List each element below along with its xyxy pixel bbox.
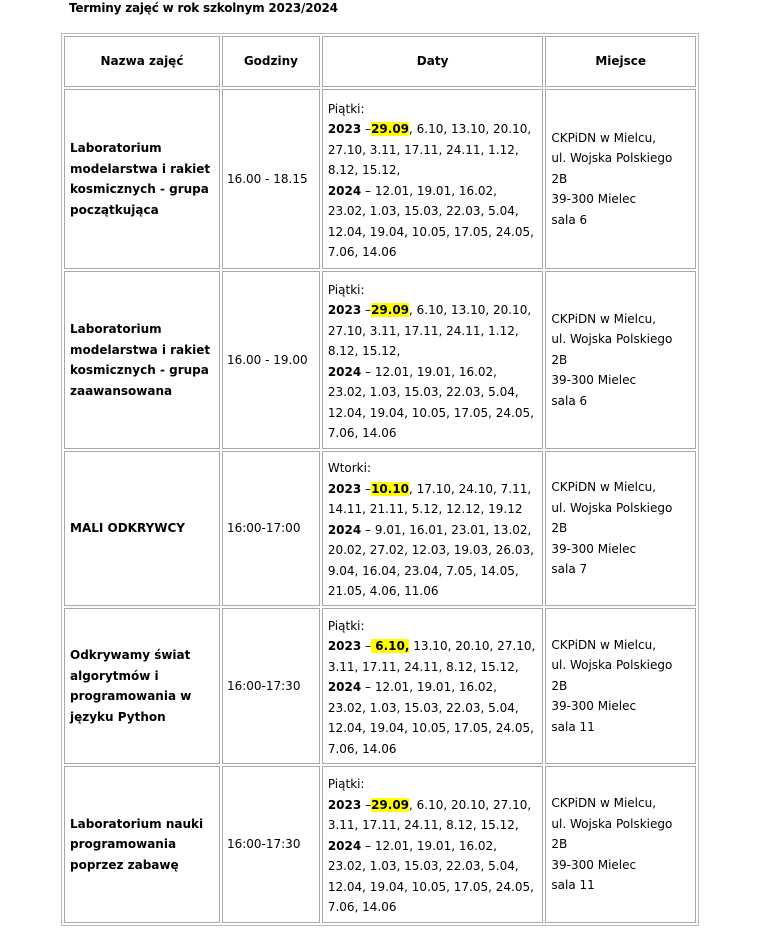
page-title: Terminy zajęć w rok szkolnym 2023/2024 (69, 1, 338, 15)
dates-2024-list: – 12.01, 19.01, 16.02, 23.02, 1.03, 15.03, 22.03, 5.04, 12.04, 19.04, 10.05, 17.05, 24.05, 7.06, 14.06 (327, 183, 534, 259)
dates-dash: – (361, 481, 372, 496)
dates-year-2024: 2024 (327, 680, 362, 695)
place-line: ul. Wojska Polskiego 2B (551, 332, 673, 367)
dates-year-2024: 2024 (327, 364, 362, 379)
place-line: sala 11 (551, 719, 595, 734)
header-dates: Daty (322, 36, 544, 87)
table-row (64, 451, 696, 606)
dates-dash: – (361, 797, 372, 812)
table-row (64, 89, 696, 269)
dates-2023-list: 13.10, 20.10, 27.10, 3.11, 17.11, 24.11, 8.12, 15.12, (327, 639, 536, 674)
header-hours: Godziny (222, 36, 320, 87)
dates-day-label: Piątki: (327, 101, 365, 116)
table-row (64, 608, 696, 764)
course-place (545, 766, 696, 923)
course-name: Laboratorium modelarstwa i rakiet kosmicznych - grupa zaawansowana (64, 271, 220, 449)
place-line: sala 11 (551, 878, 595, 893)
first-date-highlight: 29.09 (371, 797, 410, 812)
place-line: CKPiDN w Mielcu, (551, 311, 657, 326)
header-name: Nazwa zajęć (64, 36, 220, 87)
place-line: CKPiDN w Mielcu, (551, 796, 657, 811)
dates-day-label: Piątki: (327, 777, 365, 792)
dates-year-2023: 2023 (327, 122, 362, 136)
dates-dash: – (361, 303, 372, 317)
place-line: ul. Wojska Polskiego 2B (551, 151, 673, 186)
place-line: 39-300 Mielec (551, 192, 637, 207)
dates-2024-list: – 12.01, 19.01, 16.02, 23.02, 1.03, 15.03, 22.03, 5.04, 12.04, 19.04, 10.05, 17.05, 24.05, 7.06, 14.06 (327, 680, 534, 756)
place-line: 39-300 Mielec (551, 699, 637, 714)
course-hours: 16.00 - 19.00 (222, 271, 320, 449)
place-line: ul. Wojska Polskiego 2B (551, 658, 673, 693)
course-name: MALI ODKRYWCY (64, 451, 220, 606)
place-line: sala 7 (551, 562, 588, 577)
header-place: Miejsce (545, 36, 696, 87)
place-line: sala 6 (551, 212, 588, 227)
place-line: CKPiDN w Mielcu, (551, 480, 657, 495)
course-name: Laboratorium nauki programowania poprzez zabawę (64, 766, 220, 923)
first-date-highlight: 29.09 (371, 303, 410, 317)
course-place (545, 89, 696, 269)
dates-year-2023: 2023 (327, 797, 362, 812)
dates-year-2023: 2023 (327, 639, 362, 654)
dates-2023-list: , 6.10, 20.10, 27.10, 3.11, 17.11, 24.11, 8.12, 15.12, (327, 797, 532, 833)
place-line: 39-300 Mielec (551, 373, 637, 388)
place-line: CKPiDN w Mielcu, (551, 637, 657, 652)
course-hours: 16:00-17:30 (222, 766, 320, 923)
schedule-table (61, 33, 699, 926)
course-place (545, 608, 696, 764)
dates-2023-list: , 6.10, 13.10, 20.10, 27.10, 3.11, 17.11, 24.11, 1.12, 8.12, 15.12, (327, 122, 532, 177)
first-date-highlight: 10.10 (371, 481, 410, 496)
dates-year-2024: 2024 (327, 183, 362, 198)
dates-year-2023: 2023 (327, 303, 362, 317)
table-header-row (64, 36, 696, 87)
table-row (64, 271, 696, 449)
dates-day-label: Piątki: (327, 618, 365, 633)
dates-2024-list: – 9.01, 16.01, 23.01, 13.02, 20.02, 27.02, 12.03, 19.03, 26.03, 9.04, 16.04, 23.04, 7.05, 14.05, 21.05, 4.06, 11.06 (327, 522, 534, 599)
dates-year-2024: 2024 (327, 838, 362, 853)
dates-dash: – (361, 639, 372, 654)
course-name: Odkrywamy świat algorytmów i programowania w języku Python (64, 608, 220, 764)
dates-2024-list: – 12.01, 19.01, 16.02, 23.02, 1.03, 15.03, 22.03, 5.04, 12.04, 19.04, 10.05, 17.05, 24.05, 7.06, 14.06 (327, 364, 534, 440)
first-date-highlight: 29.09 (371, 122, 410, 136)
dates-2023-list: , 6.10, 13.10, 20.10, 27.10, 3.11, 17.11, 24.11, 1.12, 8.12, 15.12, (327, 303, 532, 358)
course-dates (322, 451, 544, 606)
dates-year-2023: 2023 (327, 481, 362, 496)
course-dates (322, 766, 544, 923)
first-date-highlight: 6.10, (371, 639, 410, 654)
dates-dash: – (361, 122, 372, 136)
dates-day-label: Piątki: (327, 282, 365, 297)
place-line: ul. Wojska Polskiego 2B (551, 500, 673, 536)
place-line: CKPiDN w Mielcu, (551, 130, 657, 145)
table-row (64, 766, 696, 923)
course-dates (322, 271, 544, 449)
dates-2024-list: – 12.01, 19.01, 16.02, 23.02, 1.03, 15.03, 22.03, 5.04, 12.04, 19.04, 10.05, 17.05, 24.05, 7.06, 14.06 (327, 838, 534, 915)
course-dates (322, 89, 544, 269)
place-line: ul. Wojska Polskiego 2B (551, 816, 673, 852)
course-hours: 16:00-17:00 (222, 451, 320, 606)
place-line: 39-300 Mielec (551, 857, 637, 872)
place-line: 39-300 Mielec (551, 541, 637, 556)
place-line: sala 6 (551, 393, 588, 408)
dates-2023-list: , 17.10, 24.10, 7.11, 14.11, 21.11, 5.12, 12.12, 19.12 (327, 481, 532, 517)
dates-year-2024: 2024 (327, 522, 362, 537)
course-hours: 16:00-17:30 (222, 608, 320, 764)
course-place (545, 451, 696, 606)
course-name: Laboratorium modelarstwa i rakiet kosmicznych - grupa początkująca (64, 89, 220, 269)
course-dates (322, 608, 544, 764)
course-place (545, 271, 696, 449)
course-hours: 16.00 - 18.15 (222, 89, 320, 269)
dates-day-label: Wtorki: (327, 461, 371, 476)
